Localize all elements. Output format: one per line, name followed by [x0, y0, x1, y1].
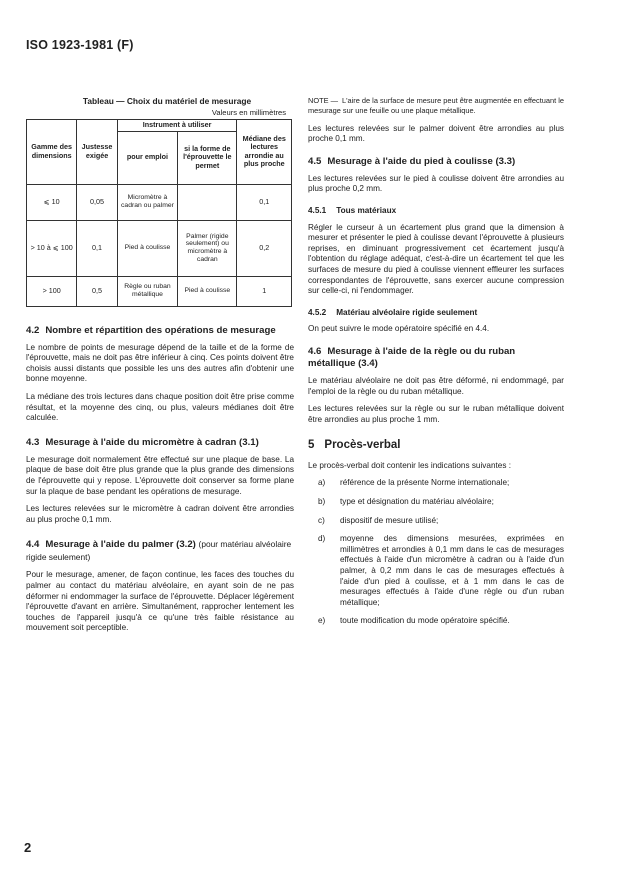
cell-alt [178, 184, 237, 220]
list-item: a) référence de la présente Norme internationale; [318, 478, 510, 488]
cell-range: > 100 [27, 276, 77, 306]
cell-accuracy: 0,5 [77, 276, 117, 306]
section-4-5-heading: 4.5 Mesurage à l'aide du pied à coulisse (3.3) [308, 155, 516, 167]
section-5-heading: 5 Procès-verbal [308, 439, 401, 452]
header-instrument: Instrument à utiliser [117, 120, 237, 132]
page-number: 2 [24, 840, 32, 855]
section-5-intro: Le procès-verbal doit contenir les indications suivantes : [308, 460, 511, 470]
list-item: d) moyenne des dimensions mesurées, exprimées en millimètres et arrondies à 0,1 mm dans le cas de mesurages effectués à l'aide d'un micromètre à cadran ou à l'aide d'un palmer, à 0,2 mm dans le cas de mesurages effectués à l'aide d'un pied à coulisse, et à 1 mm dans le cas de mesurages effectués à l'aide d'une règle ou d'un ruban métallique; [318, 534, 564, 607]
cell-use: Pied à coulisse [117, 220, 177, 276]
section-4-2-heading: 4.2 Nombre et répartition des opérations de mesurage [26, 324, 276, 336]
section-4-5-1-paragraph: Régler le curseur à un écartement plus grand que la dimension à mesurer et présenter le pied à coulisse devant l'éprouvette à plusieurs reprises, en diminuant progressivement cet écartement jusqu'à l'obtention du réglage adéquat, c'est-à-dire un écartement tel que les surfaces de mesure du pied à coulisse viennent effleurer les surfaces correspondantes de l'éprouvette, sans exercer aucune compression sur celle-ci, ni l'endommager. [308, 222, 564, 296]
table-row [27, 220, 292, 276]
header-for-use: pour emploi [117, 131, 177, 184]
table-caption: Tableau — Choix du matériel de mesurage [82, 96, 252, 106]
cell-range: > 10 à ⩽ 100 [27, 220, 77, 276]
list-item: e) toute modification du mode opératoire spécifié. [318, 616, 510, 626]
section-4-6-paragraph: Les lectures relevées sur la règle ou sur le ruban métallique doivent être arrondies au plus proche 1 mm. [308, 404, 564, 424]
section-4-2-paragraph: La médiane des trois lectures dans chaque position doit être prise comme résultat, et la moyenne des cinq, ou plus, valeurs médianes doit être calculée. [26, 392, 294, 423]
measuring-equipment-table [26, 119, 292, 307]
cell-median: 0,1 [237, 184, 292, 220]
list-item: b) type et désignation du matériau alvéolaire; [318, 497, 494, 507]
header-median: Médiane des lectures arrondie au plus proche [237, 120, 292, 185]
section-4-5-1-heading: 4.5.1 Tous matériaux [308, 205, 397, 215]
cell-median: 0,2 [237, 220, 292, 276]
cell-range: ⩽ 10 [27, 184, 77, 220]
section-4-3-paragraph: Les lectures relevées sur le micromètre à cadran doivent être arrondies au plus proche 0,1 mm. [26, 504, 294, 524]
cell-accuracy: 0,05 [77, 184, 117, 220]
table-units: Valeurs en millimètres [211, 107, 286, 117]
table-row [27, 184, 292, 220]
report-items-list [308, 478, 564, 627]
cell-alt: Pied à coulisse [178, 276, 237, 306]
cell-use: Micromètre à cadran ou palmer [117, 184, 177, 220]
section-4-6-heading: 4.6 Mesurage à l'aide de la règle ou du ruban métallique (3.4) [308, 345, 516, 369]
section-4-5-paragraph: Les lectures relevées sur le pied à coulisse doivent être arrondies au plus proche 0,2 mm. [308, 173, 564, 194]
cell-accuracy: 0,1 [77, 220, 117, 276]
note: NOTE — L'aire de la surface de mesure peut être augmentée en effectuant le mesurage sur une feuille ou une plaque métallique. [308, 96, 564, 115]
header-if-shape: si la forme de l'éprouvette le permet [178, 131, 237, 184]
section-4-5-2-paragraph: On peut suivre le mode opératoire spécifié en 4.4. [308, 324, 490, 334]
cell-alt: Palmer (rigide seulement) ou micromètre à cadran [178, 220, 237, 276]
section-4-3-heading: 4.3 Mesurage à l'aide du micromètre à cadran (3.1) [26, 436, 259, 448]
section-4-3-paragraph: Le mesurage doit normalement être effectué sur une plaque de base. La plaque de base doit être plus grande que la plus grande des dimensions de l'éprouvette qui y repose. L'éprouvette doit conserver sa forme plane sur la plaque de base pendant les opérations de mesurage. [26, 454, 294, 496]
table-header-row [27, 120, 292, 132]
left-column [26, 96, 294, 641]
header-range: Gamme des dimensions [27, 120, 77, 185]
section-4-6-paragraph: Le matériau alvéolaire ne doit pas être déformé, ni endommagé, par l'emploi de la règle ou du ruban métallique. [308, 375, 564, 396]
cell-median: 1 [237, 276, 292, 306]
section-4-4-paragraph: Les lectures relevées sur le palmer doivent être arrondies au plus proche 0,1 mm. [308, 123, 564, 144]
section-4-2-paragraph: Le nombre de points de mesurage dépend de la taille et de la forme de l'éprouvette, mais ne doit pas être inférieur à cinq. Ces points doivent être choisis aussi distants que possible les uns des autres afin d'obtenir une bonne moyenne. [26, 342, 294, 384]
section-4-5-2-heading: 4.5.2 Matériau alvéolaire rigide seulement [308, 307, 478, 317]
section-4-4-heading: 4.4 Mesurage à l'aide du palmer (3.2) (pour matériau alvéolaire rigide seulement) [26, 539, 292, 563]
table-row [27, 276, 292, 306]
right-column [308, 96, 564, 635]
page-header: ISO 1923-1981 (F) [26, 38, 134, 52]
section-4-4-paragraph: Pour le mesurage, amener, de façon continue, les faces des touches du palmer au contact du matériau alvéolaire, en ayant soin de ne pas déformer ni endommager la surface de l'éprouvette. Déplacer légèrement l'éprouvette d'avant en arrière. Simultanément, rapprocher lentement les touches de l'appareil jusqu'à ce qu'une très faible résistance au mouvement soit perceptible. [26, 570, 294, 633]
list-item: c) dispositif de mesure utilisé; [318, 515, 439, 525]
cell-use: Règle ou ruban métallique [117, 276, 177, 306]
header-accuracy: Justesse exigée [77, 120, 117, 185]
